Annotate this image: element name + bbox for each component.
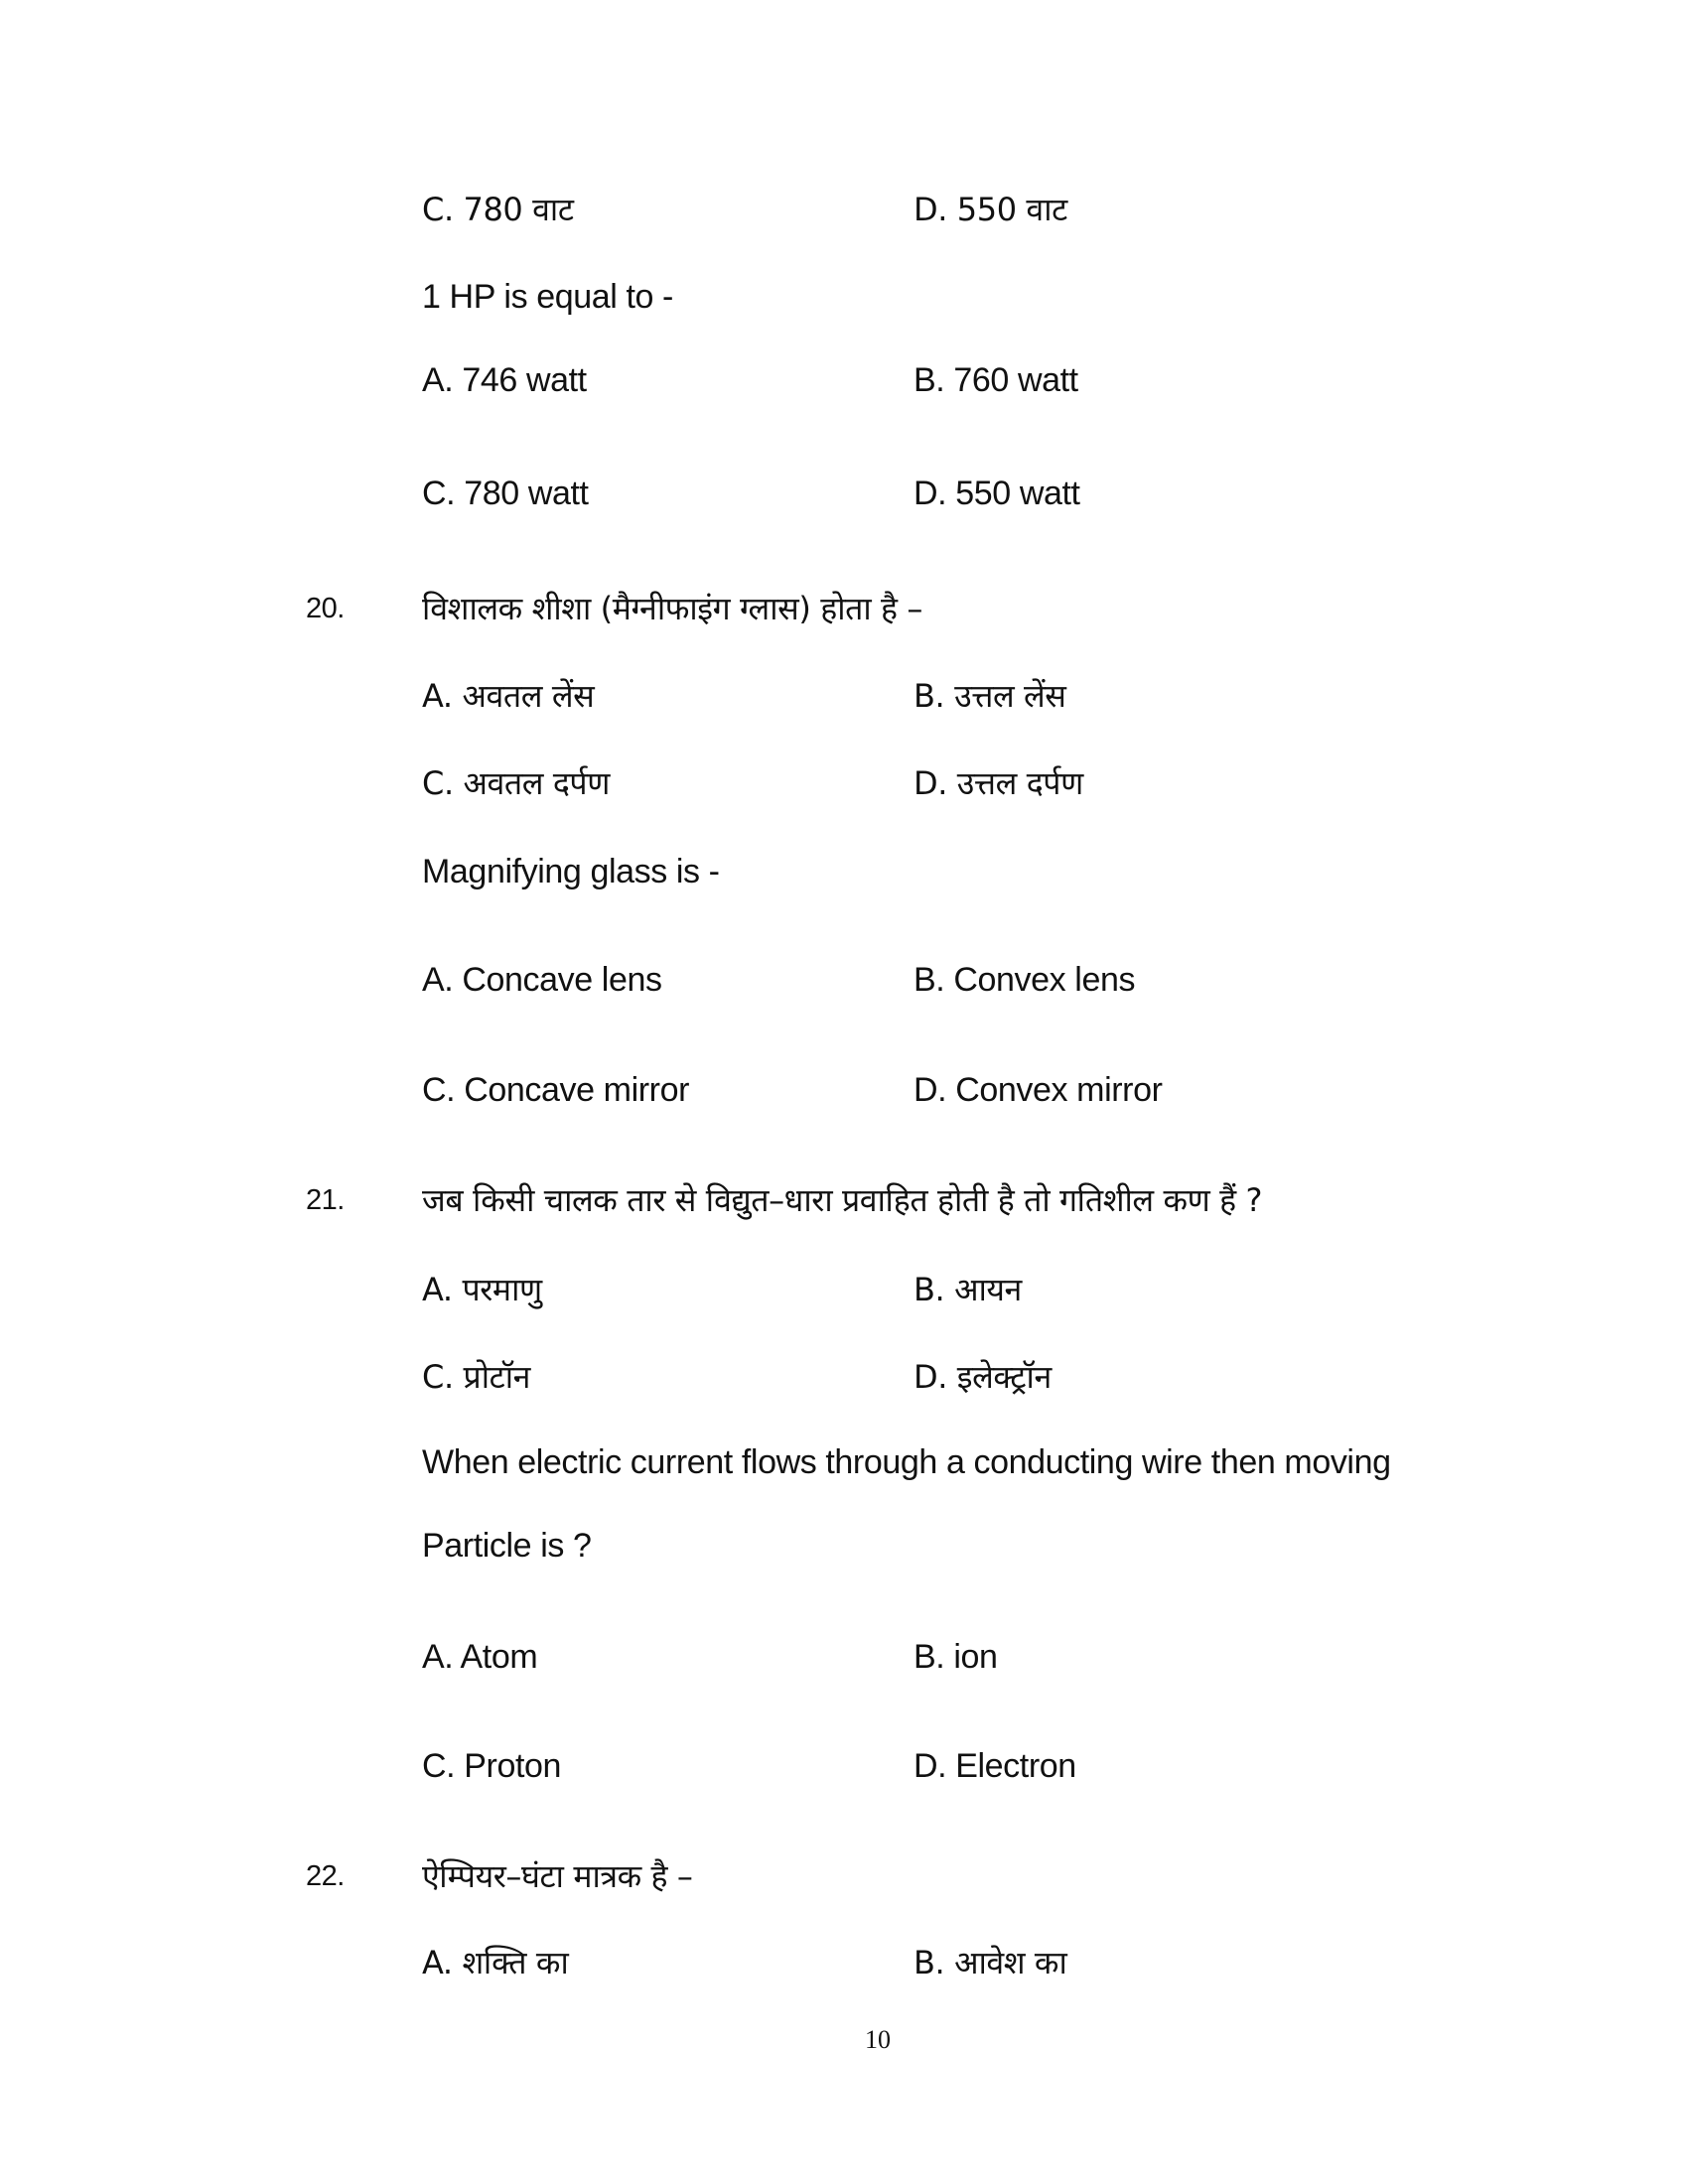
question-text: When electric current flows through a conducting wire then moving	[422, 1443, 1391, 1481]
question-text: Particle is ?	[422, 1527, 592, 1565]
option-b: B. आवेश का	[914, 1944, 1067, 1981]
q19-hindi-options-cd	[0, 188, 1688, 231]
q19-english-options-ab	[0, 358, 1688, 402]
q21-hindi-options-cd	[0, 1355, 1688, 1399]
option-c: C. Proton	[422, 1747, 562, 1785]
question-number: 21.	[306, 1184, 345, 1216]
q21-hindi-question	[0, 1178, 1688, 1222]
option-a: A. परमाणु	[422, 1271, 542, 1308]
option-d: D. इलेक्ट्रॉन	[914, 1358, 1052, 1396]
question-text: जब किसी चालक तार से विद्युत–धारा प्रवाहित होती है तो गतिशील कण हैं ?	[422, 1181, 1263, 1219]
option-b: B. Convex lens	[914, 961, 1136, 999]
option-a: A. Concave lens	[422, 961, 662, 999]
option-c: C. अवतल दर्पण	[422, 764, 610, 802]
q20-english-options-ab	[0, 958, 1688, 1002]
q21-english-options-ab	[0, 1635, 1688, 1679]
option-d: D. Convex mirror	[914, 1071, 1163, 1109]
question-number: 20.	[306, 593, 345, 624]
q22-hindi-question	[0, 1854, 1688, 1898]
option-c: C. 780 watt	[422, 475, 589, 512]
q20-hindi-options-cd	[0, 761, 1688, 805]
q20-hindi-options-ab	[0, 674, 1688, 718]
q21-english-question-line2	[0, 1524, 1688, 1568]
option-a: A. शक्ति का	[422, 1944, 569, 1981]
q19-english-question	[0, 275, 1688, 319]
q21-english-question-line1	[0, 1440, 1688, 1484]
option-d: D. 550 watt	[914, 475, 1080, 512]
q20-english-options-cd	[0, 1068, 1688, 1112]
option-a: A. Atom	[422, 1638, 538, 1676]
q22-hindi-options-ab	[0, 1941, 1688, 1984]
question-text: ऐम्पियर–घंटा मात्रक है –	[422, 1857, 693, 1895]
option-b: B. उत्तल लेंस	[914, 677, 1066, 715]
option-c: C. 780 वाट	[422, 191, 574, 228]
q21-hindi-options-ab	[0, 1268, 1688, 1311]
question-text: विशालक शीशा (मैग्नीफाइंग ग्लास) होता है –	[422, 590, 922, 627]
option-c: C. Concave mirror	[422, 1071, 690, 1109]
question-number: 22.	[306, 1860, 345, 1892]
q19-english-options-cd	[0, 472, 1688, 515]
q20-english-question	[0, 850, 1688, 893]
q20-hindi-question	[0, 587, 1688, 630]
option-a: A. 746 watt	[422, 361, 587, 399]
option-d: D. उत्तल दर्पण	[914, 764, 1083, 802]
option-a: A. अवतल लेंस	[422, 677, 595, 715]
q21-english-options-cd	[0, 1744, 1688, 1788]
option-b: B. आयन	[914, 1271, 1022, 1308]
page-number: 10	[865, 2025, 891, 2054]
option-d: D. Electron	[914, 1747, 1076, 1785]
option-c: C. प्रोटॉन	[422, 1358, 530, 1396]
option-d: D. 550 वाट	[914, 191, 1067, 228]
option-b: B. 760 watt	[914, 361, 1078, 399]
question-text: Magnifying glass is -	[422, 853, 720, 890]
question-text: 1 HP is equal to -	[422, 278, 673, 316]
option-b: B. ion	[914, 1638, 998, 1676]
